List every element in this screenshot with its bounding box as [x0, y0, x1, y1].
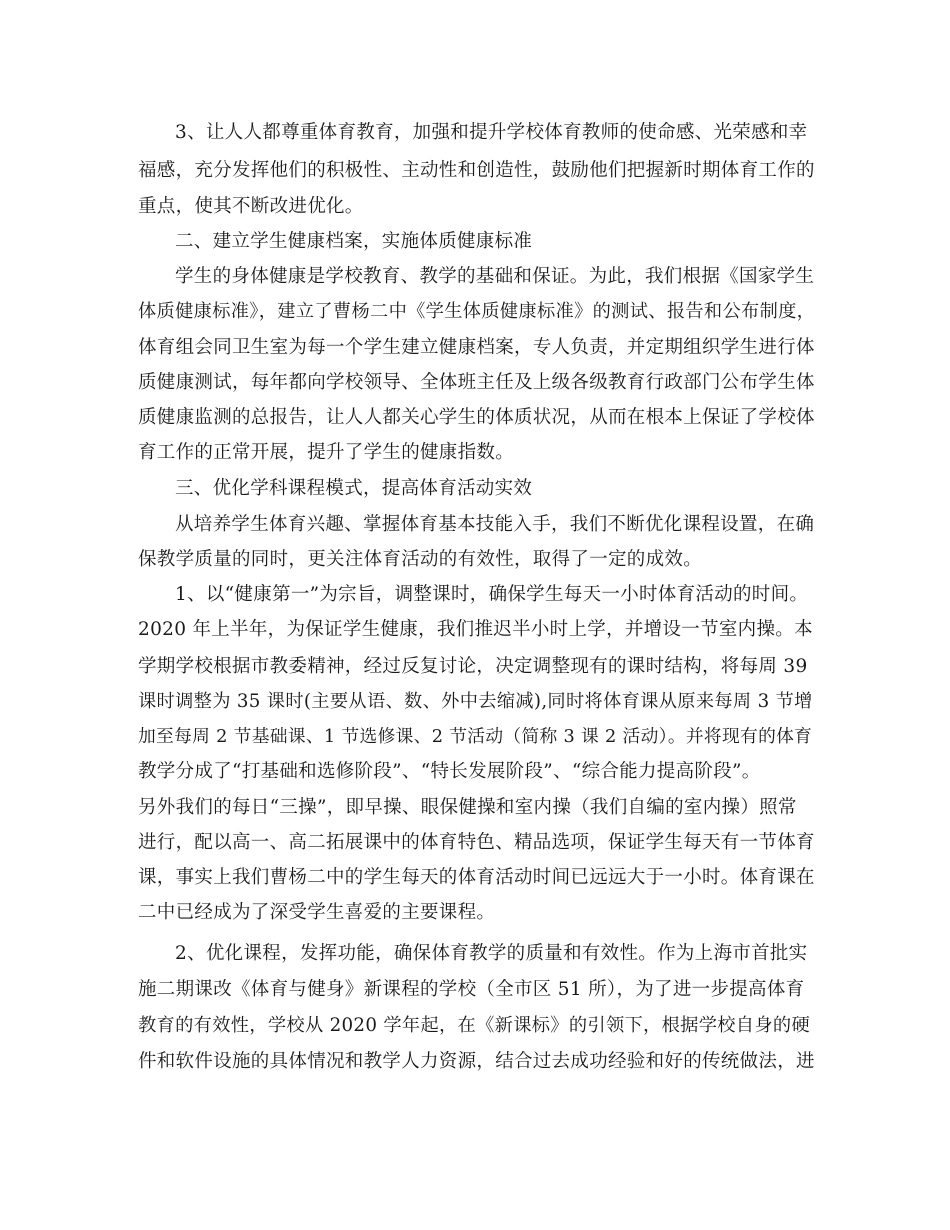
text-line: 课，事实上我们曹杨二中的学生每天的体育活动时间已远远大于一小时。体育课在	[138, 867, 815, 888]
text-line: 育工作的正常开展，提升了学生的健康指数。	[138, 442, 515, 463]
text-line: 学生的身体健康是学校教育、教学的基础和保证。为此，我们根据《国家学生	[175, 266, 815, 287]
text-line: 体育组会同卫生室为每一个学生建立健康档案，专人负责，并定期组织学生进行体	[138, 337, 815, 358]
text-line: 件和软件设施的具体情况和教学人力资源，结合过去成功经验和好的传统做法，进	[138, 1051, 815, 1072]
text-line: 教育的有效性，学校从 2020 学年起，在《新课标》的引领下，根据学校自身的硬	[138, 1015, 810, 1036]
text-line: 加至每周 2 节基础课、1 节选修课、2 节活动（简称 3 课 2 活动）。并将现有的体育	[138, 727, 813, 747]
text-line: 保教学质量的同时，更关注体育活动的有效性，取得了一定的成效。	[138, 549, 703, 570]
text-line: 施二期课改《体育与健身》新课程的学校（全市区 51 所），为了进一步提高体育	[138, 979, 805, 1000]
text-line: 二中已经成为了深受学生喜爱的主要课程。	[138, 902, 496, 923]
section-heading: 二、建立学生健康档案，实施体质健康标准	[175, 231, 533, 252]
section-heading: 三、优化学科课程模式，提高体育活动实效	[175, 478, 533, 499]
text-line: 教学分成了“打基础和选修阶段”、“特长发展阶段”、“综合能力提高阶段”。	[138, 761, 761, 782]
text-line: 质健康监测的总报告，让人人都关心学生的体质状况，从而在根本上保证了学校体	[138, 407, 815, 428]
text-line: 体质健康标准》，建立了曹杨二中《学生体质健康标准》的测试、报告和公布制度，	[138, 301, 816, 322]
text-line: 从培养学生体育兴趣、掌握体育基本技能入手，我们不断优化课程设置，在确	[175, 514, 815, 535]
text-line: 重点，使其不断改进优化。	[138, 196, 364, 217]
text-line: 学期学校根据市教委精神，经过反复讨论，决定调整现有的课时结构，将每周 39	[138, 656, 808, 677]
text-line: 1、以“健康第一”为宗旨，调整课时，确保学生每天一小时体育活动的时间。	[175, 584, 809, 605]
text-line: 2020 年上半年，为保证学生健康，我们推迟半小时上学，并增设一节室内操。本	[138, 619, 813, 640]
text-line: 进行，配以高一、高二拓展课中的体育特色、精品选项，保证学生每天有一节体育	[138, 832, 815, 853]
text-line: 2、优化课程，发挥功能，确保体育教学的质量和有效性。作为上海市首批实	[175, 943, 808, 964]
text-line: 课时调整为 35 课时(主要从语、数、外中去缩减),同时将体育课从原来每周 3 节增	[138, 691, 813, 712]
text-line: 质健康测试，每年都向学校领导、全体班主任及上级各级教育行政部门公布学生体	[138, 372, 815, 393]
text-line: 3、让人人都尊重体育教育，加强和提升学校体育教师的使命感、光荣感和幸	[175, 122, 808, 143]
text-line: 福感，充分发挥他们的积极性、主动性和创造性，鼓励他们把握新时期体育工作的	[138, 160, 815, 181]
text-line: 另外我们的每日“三操”，即早操、眼保健操和室内操（我们自编的室内操）照常	[138, 797, 797, 818]
